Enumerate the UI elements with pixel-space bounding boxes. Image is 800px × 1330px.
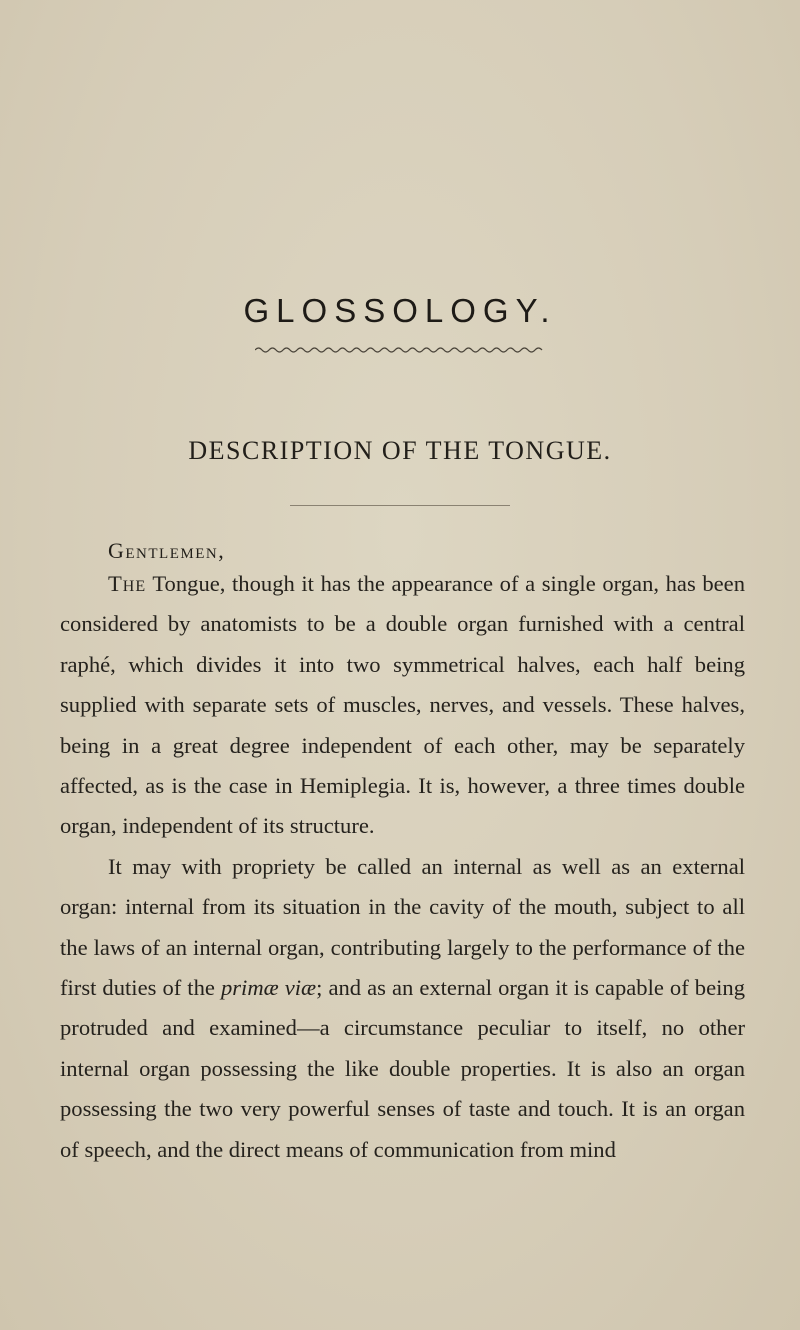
paragraph-2-italic-phrase: primæ viæ [220, 975, 317, 1001]
paragraph-1-text: Tongue, though it has the appearance of a single organ, has been considered by anatomists to be a double organ furnished with a central raphé, which divides it into two symmetrical halves, each half being supplied with separate sets of muscles, nerves, and vessels. These halves, being in a great degree independent of each other, may be separately affected, as is the case in Hemiplegia. It is, however, a three times double organ, independent of its structure. [60, 571, 745, 839]
wavy-rule-line [255, 348, 542, 352]
body-text [60, 564, 745, 1170]
paragraph-2-text-part1: It may with propriety be called an internal as well as an external organ: internal from its situation in the cavity of the mouth, subject to all the laws of an internal organ, contributing largely to the performance of the first duties of the [60, 853, 745, 1001]
paragraph-2-text-part2: ; and as an external organ it is capable of being protruded and examined—a circumstance peculiar to itself, no other internal organ possessing the like double properties. It is also an organ possessing the two very powerful senses of taste and touch. It is an organ of speech, and the direct means of communication from mind [60, 975, 745, 1162]
paragraph-2 [60, 847, 745, 1170]
salutation: Gentlemen, [108, 538, 226, 563]
paragraph-1-lead-word: The [108, 571, 147, 596]
section-divider [290, 505, 510, 506]
wavy-rule-ornament [255, 345, 545, 355]
page-title: GLOSSOLOGY. [243, 292, 557, 329]
paragraph-1 [60, 564, 745, 847]
section-heading: DESCRIPTION OF THE TONGUE. [188, 436, 612, 465]
